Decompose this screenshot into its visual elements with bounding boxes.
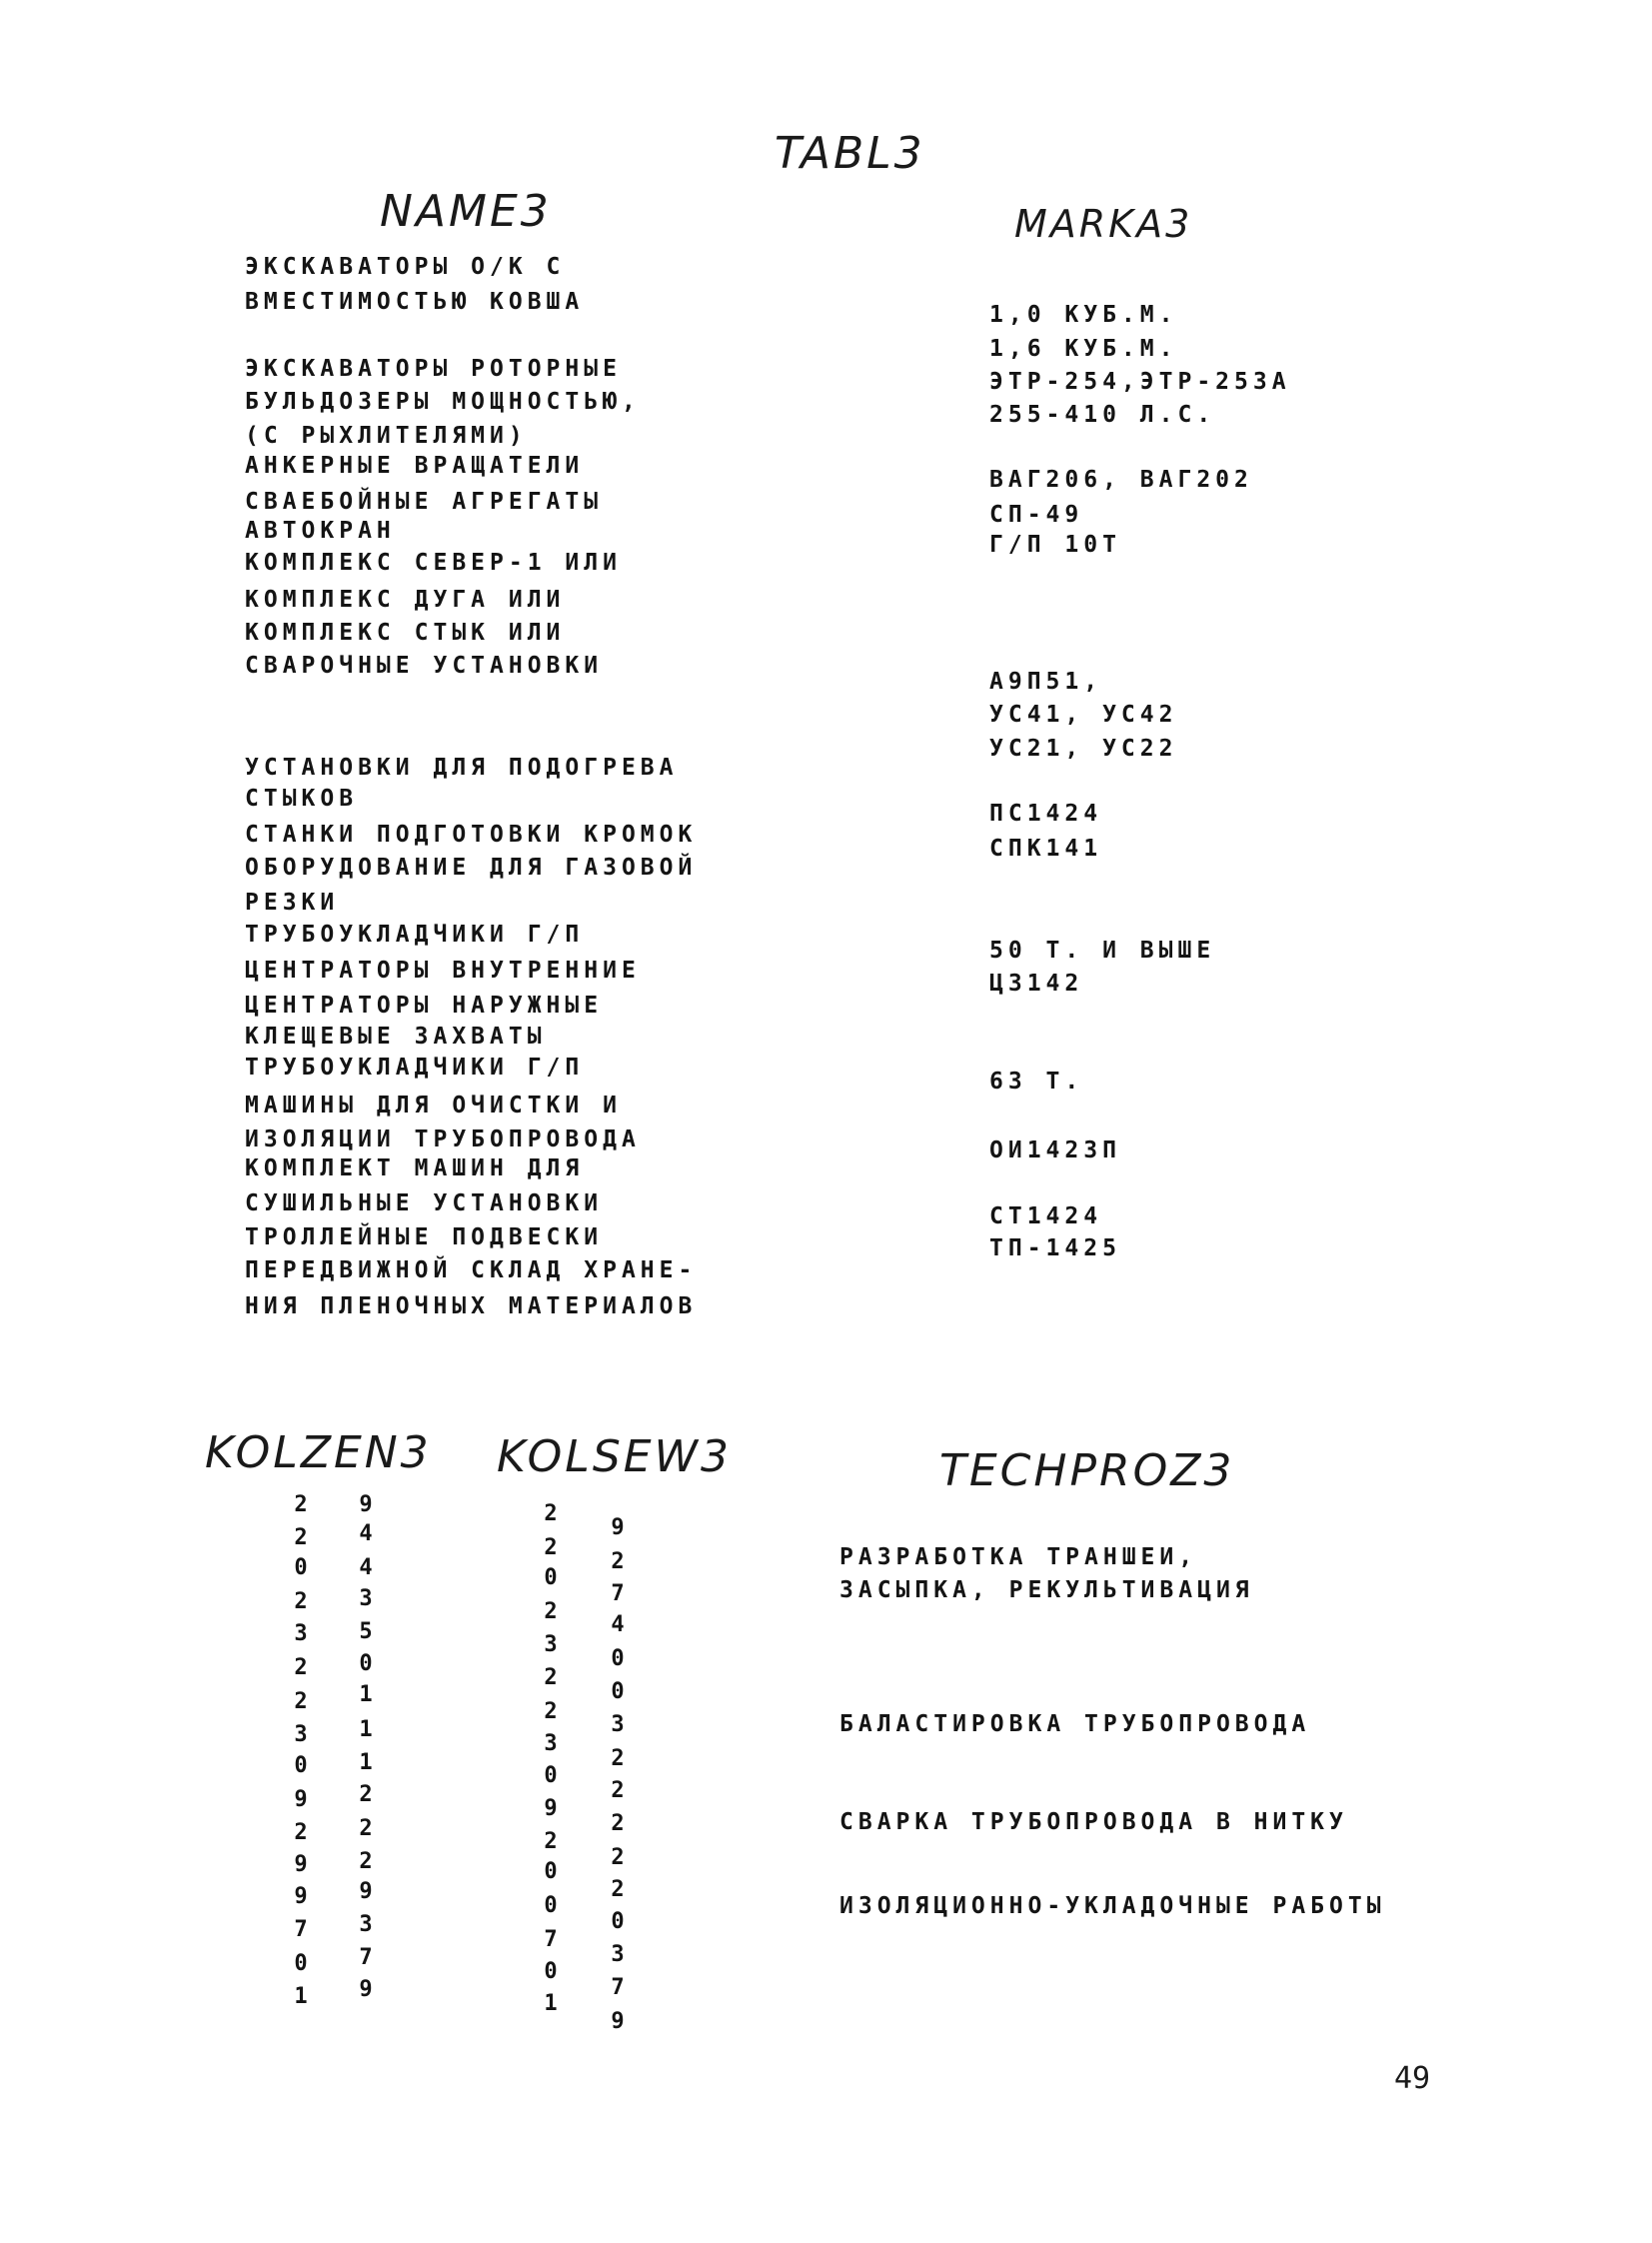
mark-line: УС41, УС42 — [989, 702, 1178, 728]
name-line: ЭКСКАВАТОРЫ РОТОРНЫЕ — [245, 356, 622, 382]
name-line: КЛЕЩЕВЫЕ ЗАХВАТЫ — [245, 1024, 547, 1050]
name-line: НИЯ ПЛЕНОЧНЫХ МАТЕРИАЛОВ — [245, 1293, 698, 1319]
table-title: TABL3 — [775, 128, 925, 179]
name-line: ОБОРУДОВАНИЕ ДЛЯ ГАЗОВОЙ — [245, 855, 698, 881]
name-line: (С РЫХЛИТЕЛЯМИ) — [245, 423, 528, 449]
kolzen-value: 9 — [294, 1852, 308, 1877]
mark-line: А9П51, — [989, 669, 1103, 695]
mark-line: ТП-1425 — [989, 1235, 1121, 1261]
kolsew-value: 9 — [611, 1515, 625, 1540]
techproz-line: БАЛАСТИРОВКА ТРУБОПРОВОДА — [839, 1711, 1311, 1737]
mark-line: 1,0 КУБ.М. — [989, 302, 1178, 328]
name-line: ПЕРЕДВИЖНОЙ СКЛАД ХРАНЕ- — [245, 1257, 698, 1283]
kolsew-value: 2 — [544, 1829, 558, 1854]
kolsew-value: 2 — [611, 1778, 625, 1803]
kolsew-value: 0 — [544, 1565, 558, 1590]
kolsew-value: 3 — [611, 1942, 625, 1967]
mark-line: УС21, УС22 — [989, 736, 1178, 762]
kolzen-value: 2 — [294, 1689, 308, 1714]
name-line: МАШИНЫ ДЛЯ ОЧИСТКИ И — [245, 1093, 622, 1119]
page-number: 49 — [1394, 2061, 1431, 2096]
mark-line: ПС1424 — [989, 801, 1103, 827]
name-column-heading: NAME3 — [380, 186, 552, 237]
name-line: СУШИЛЬНЫЕ УСТАНОВКИ — [245, 1190, 604, 1216]
kolsew-value: 9 — [611, 2009, 625, 2034]
kolsew-value: 9 — [544, 1796, 558, 1821]
kolzen-value: 9 — [294, 1787, 308, 1812]
kolsew-value: 2 — [544, 1599, 558, 1624]
name-line: УСТАНОВКИ ДЛЯ ПОДОГРЕВА — [245, 755, 679, 781]
kolsew-value: 3 — [544, 1632, 558, 1657]
kolzen-value: 1 — [359, 1750, 373, 1775]
kolzen-value: 4 — [359, 1555, 373, 1580]
mark-line: Ц3142 — [989, 971, 1084, 997]
kolzen-value: 0 — [294, 1951, 308, 1976]
name-line: СВАРОЧНЫЕ УСТАНОВКИ — [245, 653, 604, 679]
kolsew-column — [0, 0, 640, 2049]
kolzen-value: 2 — [359, 1782, 373, 1807]
kolzen-value: 0 — [294, 1753, 308, 1778]
kolsew-value: 2 — [611, 1811, 625, 1836]
kolzen-value: 2 — [294, 1492, 308, 1517]
name-line: АНКЕРНЫЕ ВРАЩАТЕЛИ — [245, 453, 585, 479]
kolsew-value: 2 — [544, 1665, 558, 1690]
kolsew-value: 2 — [611, 1549, 625, 1574]
kolzen-value: 3 — [294, 1621, 308, 1646]
kolzen-value: 2 — [294, 1820, 308, 1845]
name-line: БУЛЬДОЗЕРЫ МОЩНОСТЬЮ, — [245, 389, 641, 415]
techproz-line: СВАРКА ТРУБОПРОВОДА В НИТКУ — [839, 1809, 1348, 1835]
kolsew-value: 2 — [611, 1877, 625, 1902]
kolsew-value: 0 — [611, 1679, 625, 1704]
techproz-line: ИЗОЛЯЦИОННО-УКЛАДОЧНЫЕ РАБОТЫ — [839, 1893, 1386, 1919]
kolsew-value: 2 — [544, 1699, 558, 1724]
mark-line: СП-49 — [989, 502, 1084, 528]
kolsew-value: 0 — [611, 1646, 625, 1671]
kolzen-column-heading: KOLZEN3 — [205, 1427, 432, 1478]
name-line: КОМПЛЕКТ МАШИН ДЛЯ — [245, 1155, 585, 1181]
techproz-line: ЗАСЫПКА, РЕКУЛЬТИВАЦИЯ — [839, 1577, 1254, 1603]
kolsew-value: 0 — [611, 1909, 625, 1934]
kolzen-value: 9 — [359, 1879, 373, 1904]
kolzen-value: 1 — [294, 1984, 308, 2009]
mark-line: Г/П 10Т — [989, 532, 1121, 558]
name-line: ИЗОЛЯЦИИ ТРУБОПРОВОДА — [245, 1126, 641, 1152]
name-line: КОМПЛЕКС СТЫК ИЛИ — [245, 620, 566, 646]
name-line: КОМПЛЕКС СЕВЕР-1 ИЛИ — [245, 550, 622, 576]
techproz-line: РАЗРАБОТКА ТРАНШЕИ, — [839, 1544, 1198, 1570]
mark-line: СТ1424 — [989, 1203, 1103, 1229]
kolzen-value: 3 — [359, 1912, 373, 1937]
name-line: СТЫКОВ — [245, 786, 359, 812]
kolsew-value: 0 — [544, 1859, 558, 1884]
mark-line: СПК141 — [989, 836, 1103, 862]
kolzen-value: 2 — [359, 1849, 373, 1874]
kolsew-column-heading: KOLSEW3 — [497, 1431, 733, 1482]
mark-column-heading: MARKA3 — [1014, 202, 1193, 246]
kolzen-value: 2 — [359, 1816, 373, 1841]
mark-line: 255-410 Л.С. — [989, 402, 1216, 428]
kolzen-value: 7 — [294, 1917, 308, 1942]
techproz-column — [839, 0, 1559, 1949]
kolsew-value: 2 — [611, 1746, 625, 1771]
kolsew-value: 0 — [544, 1763, 558, 1788]
kolsew-value: 2 — [611, 1845, 625, 1870]
kolzen-value: 0 — [359, 1651, 373, 1676]
kolzen-value: 2 — [294, 1589, 308, 1614]
kolzen-value: 1 — [359, 1682, 373, 1707]
name-line: ЭКСКАВАТОРЫ О/К С — [245, 254, 566, 280]
kolzen-value: 0 — [294, 1555, 308, 1580]
mark-line: ОИ1423П — [989, 1137, 1121, 1163]
kolzen-value: 9 — [359, 1492, 373, 1517]
mark-line: 1,6 КУБ.М. — [989, 336, 1178, 362]
kolzen-value: 2 — [294, 1655, 308, 1680]
kolsew-value: 0 — [544, 1893, 558, 1918]
name-line: РЕЗКИ — [245, 890, 340, 916]
kolzen-value: 5 — [359, 1619, 373, 1644]
kolsew-value: 0 — [544, 1959, 558, 1984]
kolzen-value: 3 — [294, 1722, 308, 1747]
kolsew-value: 3 — [544, 1731, 558, 1756]
kolzen-value: 3 — [359, 1586, 373, 1611]
kolzen-value: 1 — [359, 1717, 373, 1742]
kolzen-value: 2 — [294, 1525, 308, 1550]
kolzen-value: 9 — [359, 1977, 373, 2002]
kolzen-value: 7 — [359, 1945, 373, 1970]
mark-line: 63 Т. — [989, 1069, 1084, 1095]
kolsew-value: 4 — [611, 1612, 625, 1637]
kolsew-value: 7 — [611, 1581, 625, 1606]
name-line: ЦЕНТРАТОРЫ ВНУТРЕННИЕ — [245, 958, 641, 984]
name-line: ТРУБОУКЛАДЧИКИ Г/П — [245, 922, 585, 948]
kolsew-value: 7 — [611, 1975, 625, 2000]
techproz-column-heading: TECHPROZ3 — [939, 1445, 1235, 1496]
kolsew-value: 7 — [544, 1927, 558, 1952]
kolsew-value: 2 — [544, 1535, 558, 1560]
name-line: ЦЕНТРАТОРЫ НАРУЖНЫЕ — [245, 993, 604, 1019]
kolzen-value: 9 — [294, 1884, 308, 1909]
mark-line: 50 Т. И ВЫШЕ — [989, 938, 1216, 964]
kolsew-value: 2 — [544, 1501, 558, 1526]
kolsew-value: 1 — [544, 1991, 558, 2016]
name-line: АВТОКРАН — [245, 518, 396, 544]
kolsew-value: 3 — [611, 1712, 625, 1737]
name-line: ТРУБОУКЛАДЧИКИ Г/П — [245, 1055, 585, 1081]
mark-line: ВАГ206, ВАГ202 — [989, 467, 1253, 493]
kolzen-value: 4 — [359, 1521, 373, 1546]
mark-line: ЭТР-254,ЭТР-253А — [989, 369, 1291, 395]
name-line: КОМПЛЕКС ДУГА ИЛИ — [245, 587, 566, 613]
name-line: СВАЕБОЙНЫЕ АГРЕГАТЫ — [245, 489, 604, 515]
name-line: ТРОЛЛЕЙНЫЕ ПОДВЕСКИ — [245, 1224, 604, 1250]
name-line: СТАНКИ ПОДГОТОВКИ КРОМОК — [245, 822, 698, 848]
name-line: ВМЕСТИМОСТЬЮ КОВША — [245, 289, 585, 315]
